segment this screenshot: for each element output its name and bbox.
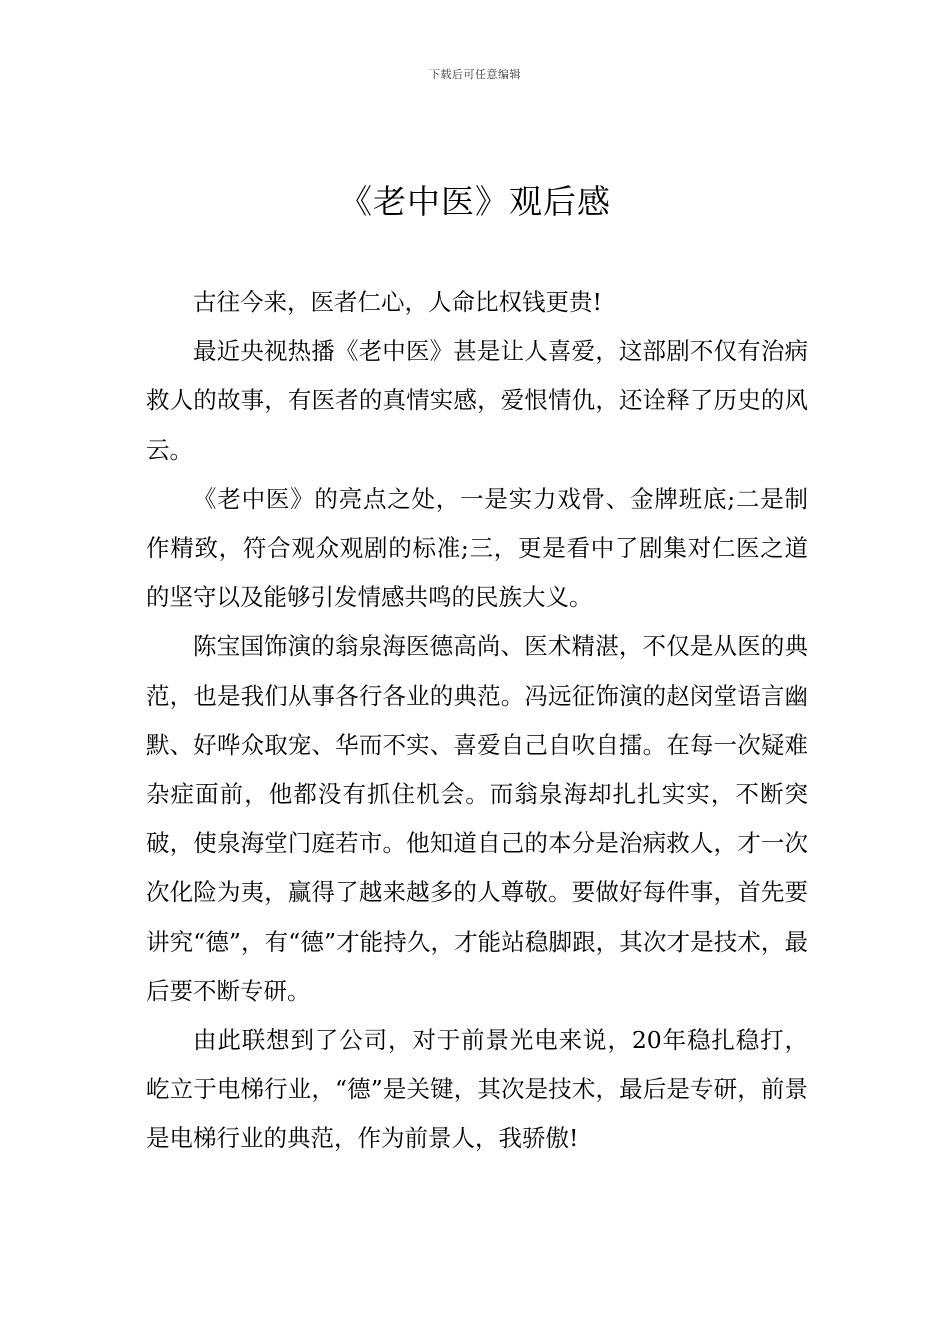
document-title: 《老中医》观后感 <box>339 182 611 221</box>
paragraph-5: 由此联想到了公司，对于前景光电来说，20年稳扎稳打，屹立于电梯行业，“德”是关键，其次是技术，最后是专研，前景是电梯行业的典范，作为前景人，我骄傲! <box>146 1026 808 1153</box>
paragraph-1: 古往今来，医者仁心，人命比权钱更贵! <box>193 288 602 316</box>
paragraph-3: 《老中医》的亮点之处，一是实力戏骨、金牌班底;二是制作精致，符合观众观剧的标准;三，更是看中了剧集对仁医之道的坚守以及能够引发情感共鸣的民族大义。 <box>146 484 808 612</box>
header-note: 下载后可任意编辑 <box>429 68 521 81</box>
paragraph-2: 最近央视热播《老中医》甚是让人喜爱，这部剧不仅有治病救人的故事，有医者的真情实感，爱恨情仇，还诠释了历史的风云。 <box>146 337 808 464</box>
paragraph-4: 陈宝国饰演的翁泉海医德高尚、医术精湛，不仅是从医的典范，也是我们从事各行各业的典范。冯远征饰演的赵闵堂语言幽默、好哗众取宠、华而不实、喜爱自己自吹自擂。在每一次疑难杂症面前，他都没有抓住机会。而翁泉海却扎扎实实，不断突破，使泉海堂门庭若市。他知道自己的本分是治病救人，才一次次化险为夷，赢得了越来越多的人尊敬。要做好每件事，首先要讲究“德”，有“德”才能持久，才能站稳脚跟，其次才是技术，最后要不断专研。 <box>146 632 808 1005</box>
document-body <box>146 278 808 1164</box>
